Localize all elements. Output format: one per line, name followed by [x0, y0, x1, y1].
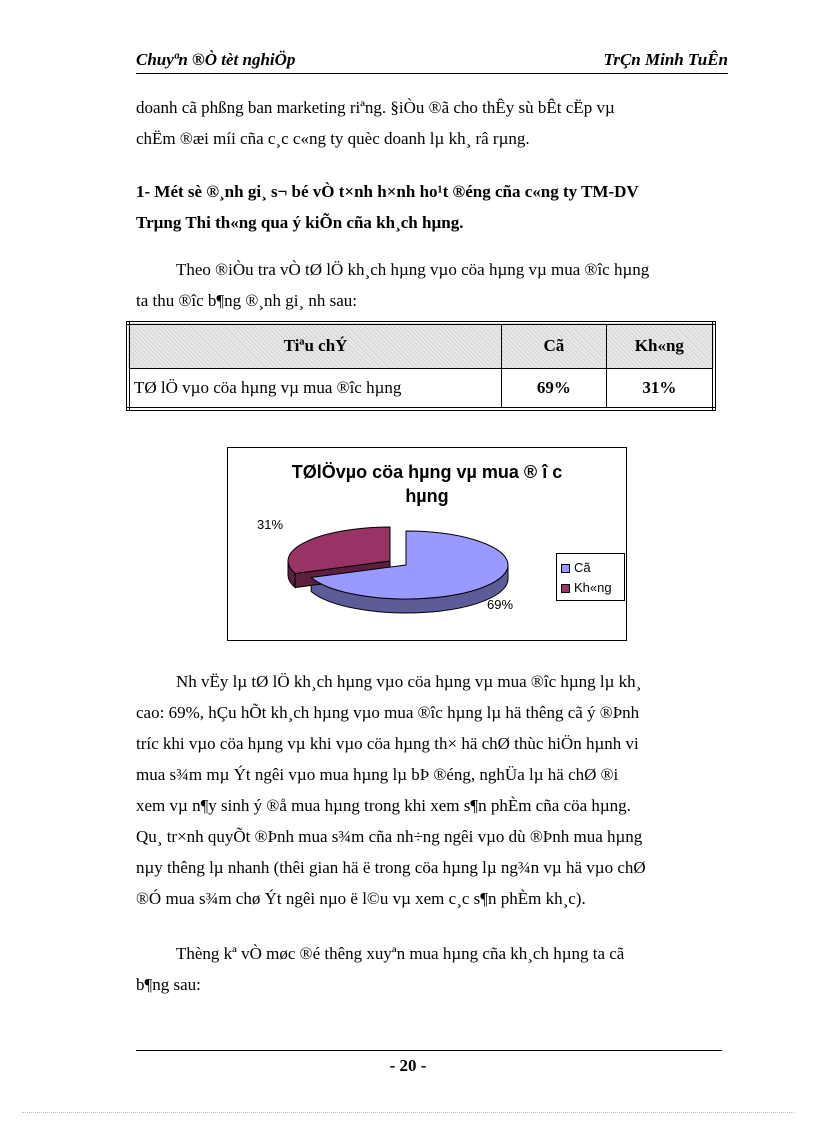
page-edge: [22, 1112, 794, 1113]
slice-label-no: 31%: [257, 517, 284, 532]
text-line: b¶ng sau:: [136, 975, 201, 994]
chart-title-line-2: hµng: [405, 486, 449, 506]
text-line: cao: 69%, hÇu hÕt kh¸ch hµng vµo mua ®îc hµng lµ hä thêng cã ý ®Þnh: [136, 703, 640, 722]
table-header-row: [128, 323, 714, 368]
chart-title-line-1: TØlÖvµo cöa hµng vµ mua ® î c: [291, 462, 563, 482]
row-label: TØ lÖ vµo cöa hµng vµ mua ®îc hµng: [128, 368, 502, 409]
text-line: Nh vËy lµ tØ lÖ kh¸ch hµng vµo cöa hµng vµ mua ®îc hµng lµ kh¸: [176, 672, 642, 691]
text-line: Trµng Thi th«ng qua ý kiÕn cña kh¸ch hµng.: [136, 213, 464, 232]
text-line: doanh cã phßng ban marketing riªng. §iÒu ®ã cho thÊy sù bÊt cËp vµ: [136, 98, 615, 117]
text-line: 1- Mét sè ®¸nh gi¸ s¬ bé vÒ t×nh h×nh ho¹t ®éng cña c«ng ty TM-DV: [136, 182, 639, 201]
header-criteria: Tiªu chÝ: [128, 323, 502, 368]
text-line: ®Ó mua s¾m chø Ýt ngêi nµo ë l©u vµ xem c¸c s¶n phÈm kh¸c).: [136, 889, 586, 908]
table-row: [128, 368, 714, 409]
text-line: mua s¾m mµ Ýt ngêi vµo mua hµng lµ bÞ ®éng, nghÜa lµ hä chØ ®i: [136, 765, 619, 784]
legend-item-no: [561, 579, 612, 597]
frequency-paragraph: [136, 938, 718, 1000]
header-yes: Cã: [502, 323, 607, 368]
text-line: xem vµ n¶y sinh ý ®å mua hµng trong khi xem s¶n phÈm cña cöa hµng.: [136, 796, 631, 815]
legend-swatch-no: [561, 584, 570, 593]
survey-paragraph: [136, 254, 718, 316]
text-line: Theo ®iÒu tra vÒ tØ lÖ kh¸ch hµng vµo cöa hµng vµ mua ®îc hµng: [176, 260, 650, 279]
analysis-paragraph: [136, 666, 718, 914]
text-line: tríc khi vµo cöa hµng vµ khi vµo cöa hµng th× hä chØ thùc hiÖn hµnh vi: [136, 734, 639, 753]
chart-legend: [556, 553, 625, 601]
survey-table: [126, 321, 716, 411]
cell-yes: 69%: [502, 368, 607, 409]
slice-label-yes: 69%: [487, 597, 514, 612]
cell-no: 31%: [606, 368, 714, 409]
intro-paragraph: [136, 92, 718, 154]
text-line: Thèng kª vÒ møc ®é thêng xuyªn mua hµng cña kh¸ch hµng ta cã: [176, 944, 625, 963]
pie-chart: [227, 447, 627, 641]
text-line: nµy thêng lµ nhanh (thêi gian hä ë trong cöa hµng lµ ng¾n vµ hä vµo chØ: [136, 858, 646, 877]
running-header-right: TrÇn Minh TuÊn: [603, 50, 728, 69]
legend-item-yes: [561, 559, 591, 577]
header-rule: [136, 73, 728, 74]
footer-rule: [136, 1050, 722, 1051]
legend-label-no: Kh«ng: [574, 580, 612, 595]
text-line: ta thu ®îc b¶ng ®¸nh gi¸ nh sau:: [136, 291, 357, 310]
header-no: Kh«ng: [606, 323, 714, 368]
page-number: - 20 -: [389, 1056, 427, 1075]
pie-svg: [228, 448, 628, 642]
text-line: chËm ®æi míi cña c¸c c«ng ty quèc doanh lµ kh¸ râ rµng.: [136, 129, 530, 148]
running-header-left: Chuyªn ®Ò tèt nghiÖp: [136, 50, 296, 69]
text-line: Qu¸ tr×nh quyÕt ®Þnh mua s¾m cña nh÷ng ngêi vµo dù ®Þnh mua hµng: [136, 827, 643, 846]
legend-label-yes: Cã: [574, 560, 591, 575]
section-heading: [136, 176, 718, 238]
legend-swatch-yes: [561, 564, 570, 573]
